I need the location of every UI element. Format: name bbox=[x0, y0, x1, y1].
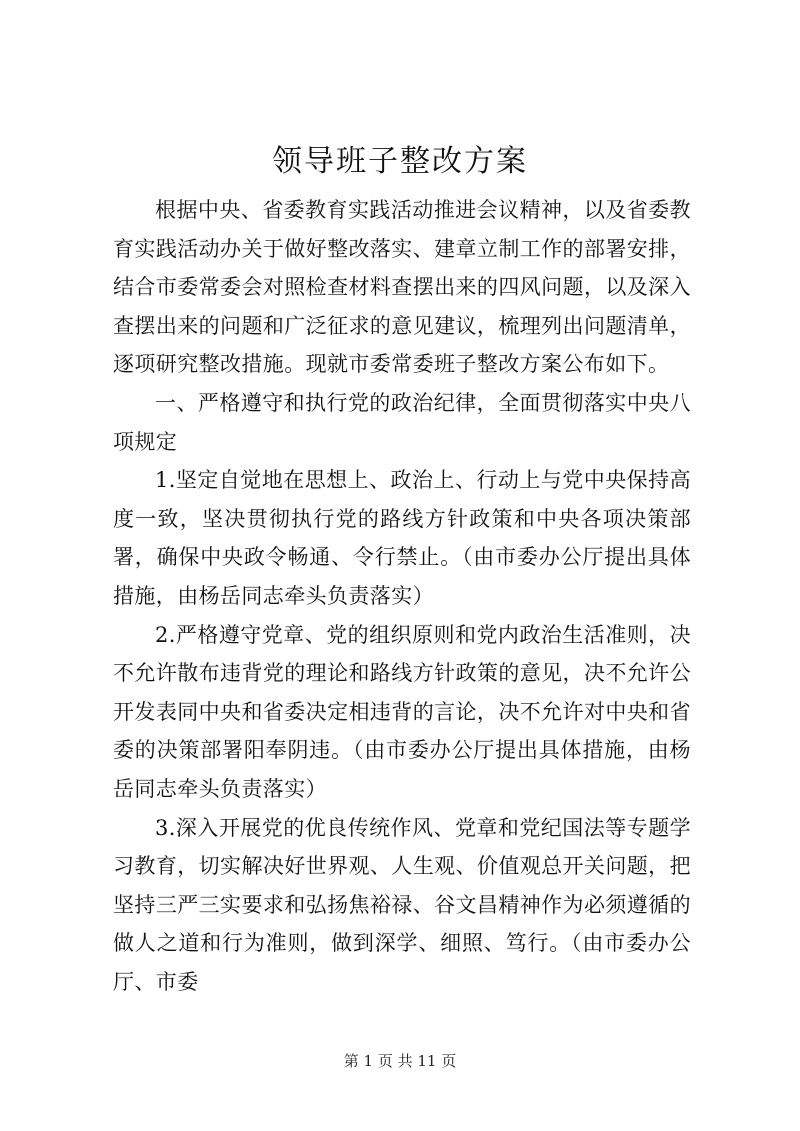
document-title: 领导班子整改方案 bbox=[272, 144, 528, 179]
paragraph-item-3: 3.深入开展党的优良传统作风、党章和党纪国法等专题学习教育，切实解决好世界观、人生观、价值观总开关问题，把坚持三严三实要求和弘扬焦裕禄、谷文昌精神作为必须遵循的做人之道和行为准则，做到深学、细照、笃行。（由市委办公厅、市委 bbox=[113, 815, 691, 994]
paragraph-item-1: 1.坚定自觉地在思想上、政治上、行动上与党中央保持高度一致，坚决贯彻执行党的路线方针政策和中央各项决策部署，确保中央政令畅通、令行禁止。（由市委办公厅提出具体措施，由杨岳同志牵头负责落实） bbox=[113, 468, 691, 608]
paragraph-section-heading: 一、严格遵守和执行党的政治纪律，全面贯彻落实中央八项规定 bbox=[113, 390, 691, 454]
paragraph-intro: 根据中央、省委教育实践活动推进会议精神，以及省委教育实践活动办关于做好整改落实、建章立制工作的部署安排，结合市委常委会对照检查材料查摆出来的四风问题，以及深入查摆出来的问题和广泛征求的意见建议，梳理列出问题清单，逐项研究整改措施。现就市委常委班子整改方案公布如下。 bbox=[113, 198, 691, 377]
paragraph-item-2: 2.严格遵守党章、党的组织原则和党内政治生活准则，决不允许散布违背党的理论和路线方针政策的意见，决不允许公开发表同中央和省委决定相违背的言论，决不允许对中央和省委的决策部署阳奉阴违。（由市委办公厅提出具体措施，由杨岳同志牵头负责落实） bbox=[113, 622, 691, 801]
document-body bbox=[113, 191, 691, 1001]
page-number-footer: 第 1 页 共 11 页 bbox=[343, 1052, 457, 1070]
